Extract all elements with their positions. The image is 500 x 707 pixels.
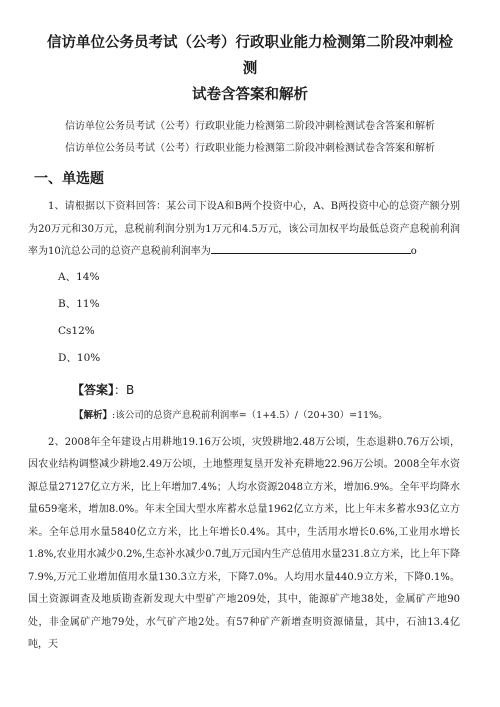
title-line-2: 试卷含答案和解析: [192, 87, 308, 103]
title-line-1: 信访单位公务员考试（公考）行政职业能力检测第二阶段冲刺检测: [47, 35, 453, 77]
section-heading: 一、单选题: [34, 171, 104, 187]
subtitle-line-1: 信访单位公务员考试（公考）行政职业能力检测第二阶段冲刺检测试卷含答案和解析: [65, 121, 435, 132]
option-d: D、10%: [58, 351, 101, 364]
analysis-label: 【解析】: [74, 409, 113, 421]
answer-value: ：B: [114, 382, 135, 397]
subtitle-line-2: 信访单位公务员考试（公考）行政职业能力检测第二阶段冲刺检测试卷含答案和解析: [65, 143, 435, 154]
answer-blank: [211, 242, 411, 254]
option-c: Cs12%: [58, 324, 95, 337]
question-1-tail: o: [410, 246, 417, 257]
analysis-text: :该公司的总资产息税前利润率=（1+4.5）/（20+30）=11%。: [112, 409, 388, 421]
answer-label: 【答案】: [72, 382, 115, 397]
question-1-answer: [28, 376, 460, 404]
question-1-text: [28, 196, 460, 264]
question-1-analysis: [28, 404, 460, 428]
document-title: [28, 0, 460, 108]
question-2-text: 2、2008年全年建设占用耕地19.16万公顷，灾毁耕地2.48万公顷，生态退耕0.76万公顷，因农业结构调整减少耕地2.49万公顷，土地整理复垦开发补充耕地22.96万公顷。2008全年水资源总量27127亿立方米，比上年增加7.4%；人均水资源2048立方米，增加6.9%。全年平均降水量659毫米，增加8.0%。年末全国大型水库蓄水总量1962亿立方米，比上年末多蓄水93亿立方米。全年总用水量5840亿立方米，比上年增长0.4%。其中，生活用水增长0.6%,工业用水增长1.8%,农业用水减少0.2%,生态补水减少0.7虬万元国内生产总值用水量231.8立方米，比上年下降7.9%,万元工业增加值用水量130.3立方米，下降7.0%。人均用水量440.9立方米，下降0.1%。国土资源调查及地质勘查新发现大中型矿产地209处，其中，能源矿产地38处，金属矿产地90处，非金属矿产地79处，水气矿产地2处。有57种矿产新增查明资源储量，其中，石油13.4亿吨，天: [28, 436, 460, 650]
question-1-stem: 1、请根据以下资料回答：某公司下设A和B两个投资中心，A、B两投资中心的总资产额分别为20万元和30万元，息税前利润分别为1万元和4.5万元，该公司加权平均最低总资产息税前利润率为10沆总公司的总资产息税前利润率为: [28, 201, 460, 257]
option-a: A、14%: [58, 270, 100, 283]
option-b: B、11%: [58, 297, 100, 310]
